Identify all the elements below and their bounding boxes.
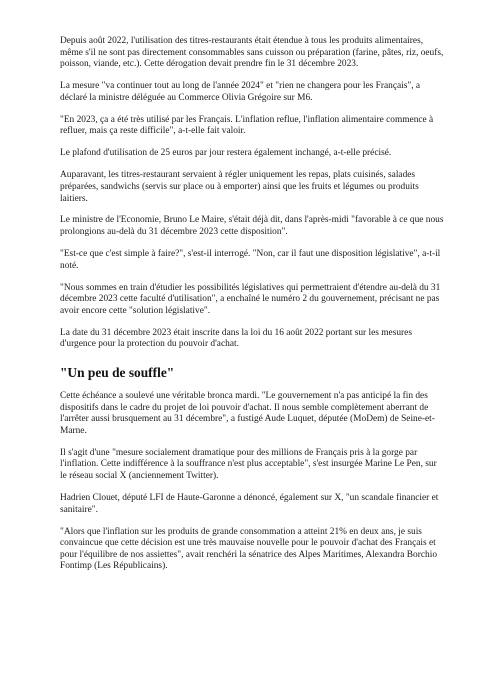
paragraph-gregoire-quote: La mesure "va continuer tout au long de l'année 2024" et "rien ne changera pour les Français", a déclaré la ministre déléguée au Commerce Olivia Grégoire sur M6. xyxy=(60,81,421,103)
paragraph-simple-question: "Est-ce que c'est simple à faire?", s'est-il interrogé. "Non, car il faut une disposition législative", a-t-il noté. xyxy=(60,249,441,271)
paragraph-bronca: Cette échéance a soulevé une véritable bronca mardi. "Le gouvernement n'a pas anticipé la fin des dispositifs dans le cadre du projet de loi pouvoir d'achat. Il nous semble complètement aberrant de l'arrêter aussi brusquement au 31 décembre", a fustigé Aude Luquet, députée (MoDem) de Seine-et-Marne. xyxy=(60,391,435,436)
paragraph-derogation: Depuis août 2022, l'utilisation des titres-restaurants était étendue à tous les produits alimentaires, même s'il ne sont pas directement consommables sans cuisson ou préparation (farine, pâtes, riz, oeufs, poisson, viande, etc.). Cette dérogation devait prendre fin le 31 décembre 2023. xyxy=(60,36,444,70)
paragraph-le-maire: Le ministre de l'Economie, Bruno Le Maire, s'était déjà dit, dans l'après-midi "favorable à ce que nous prolongions au-delà du 31 décembre 2023 cette disposition". xyxy=(60,215,444,238)
paragraph-le-pen: Il s'agit d'une "mesure socialement dramatique pour des millions de Français pris à la gorge par l'inflation. Cette indifférence à la souffrance n'est plus acceptable", s'est insurgée Marine Le Pen, sur le réseau social X (anciennement Twitter). xyxy=(60,447,437,481)
section-heading: "Un peu de souffle" xyxy=(60,365,175,380)
paragraph-clouet: Hadrien Clouet, député LFI de Haute-Garonne a dénoncé, également sur X, "un scandale financier et sanitaire". xyxy=(60,492,439,515)
paragraph-inflation-quote: "En 2023, ça a été très utilisé par les Français. L'inflation reflue, l'inflation alimentaire commence à refluer, mais ça reste difficile", a-t-elle fait valoir. xyxy=(60,114,434,137)
paragraph-loi-date: La date du 31 décembre 2023 était inscrite dans la loi du 16 août 2022 portant sur les mesures d'urgence pour la protection du pouvoir d'achat. xyxy=(60,327,412,350)
paragraph-borchio-fontimp: "Alors que l'inflation sur les produits de grande consommation a atteint 21% en deux ans, je suis convaincue que cette décision est une très mauvaise nouvelle pour le pouvoir d'achat des Français et pour l'équilibre de nos assiettes", avait renchéri la sénatrice des Alpes Maritimes, Alexandra Borchio Fontimp (Les Républicains). xyxy=(60,526,438,572)
paragraph-plafond: Le plafond d'utilisation de 25 euros par jour restera également inchangé, a-t-elle précisé. xyxy=(60,148,392,159)
paragraph-etude-legislative: "Nous sommes en train d'étudier les possibilités législatives qui permettraient d'étendre au-delà du 31 décembre 2023 cette faculté d'utilisation", a enchaîné le numéro 2 du gouvernement, précisant ne pas avoir encore cette "solution législative". xyxy=(60,282,441,316)
article-body xyxy=(60,36,444,583)
paragraph-auparavant: Auparavant, les titres-restaurant servaient à régler uniquement les repas, plats cuisinés, salades préparées, sandwichs (servis sur place ou à emporter) ainsi que les fruits et légumes ou produits laitiers. xyxy=(60,170,419,204)
